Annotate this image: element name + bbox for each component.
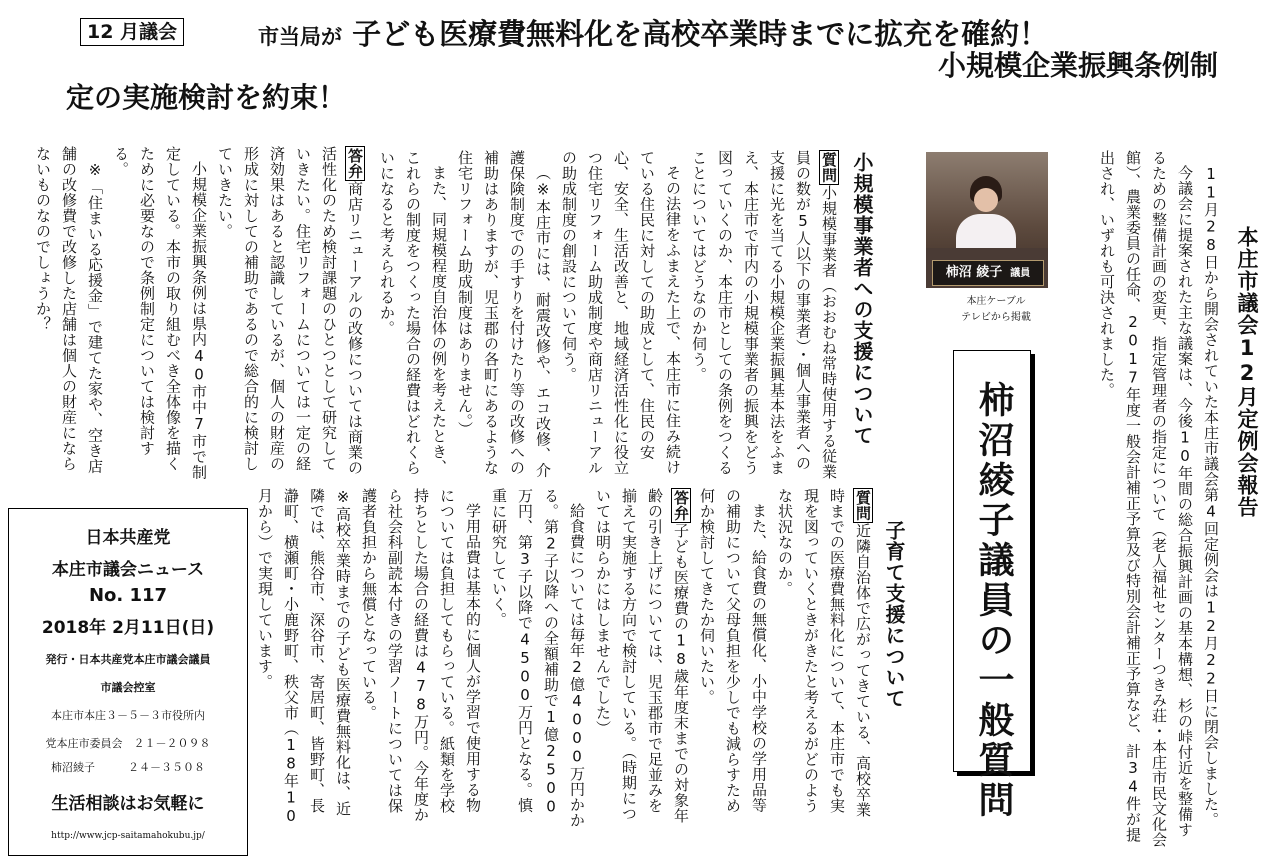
address: 本庄市本庄３－５－３市役所内 (51, 709, 205, 722)
report-title: 本庄市議会12月定例会報告 (1235, 226, 1259, 518)
answer-text: 商店リニューアルの改修については商業の活性化のため検討課題のひとつとして研究していきたい。住宅リフォームについては一定の経済効果はあると認識しているが、個人の財産の形成に対しての補助であるので総合的に検討していきたい。 (216, 146, 364, 476)
nameplate (932, 260, 1044, 286)
nameplate-name: 柿沼 綾子 (945, 265, 1003, 280)
question-text: 小規模事業者（おおむね常時使用する従業員の数が5人以下の事業者）・個人事業者への支援に光を当てる小規模企業振興基本法をふまえ、本庄市で市内の小規模事業者の振興をどう図っていくのか、本庄市としての条例をつくることについてはどうなのか伺う。 (690, 150, 838, 480)
question-text: 近隣自治体で広がってきている、高校卒業時までの医療費無料化について、本庄市でも実現を図っていくときがきたと考えるがどのような状況なのか。 (776, 488, 872, 818)
headline-text: 子ども医療費無料化を高校卒業時までに拡充を確約！ (352, 17, 1049, 51)
issue-date: 2018年 2月11日(日) (41, 618, 215, 638)
answer-paragraph: 学用品費は基本的に個人が学習で使用する物については負担してもらっている。紙類を学校持ちとした場合の経費は478万円。今年度から社会科副読本付きの学習ノートについては保護者負担から無償となっている。 (360, 488, 482, 823)
small-business-questions (360, 150, 842, 480)
note-paragraph: ※「住まいる応援金」で建てた家や、空き店舗の改修費で改修した店舗は個人の財産にならないものなのでしょうか？ (34, 146, 104, 474)
phone-councillor: 柿沼綾子 ２４－３５０８ (51, 761, 205, 774)
answer-text: 子ども医療費の18歳年度末までの対象年齢の引き上げについては、児玉郡市で足並みを揃えて実施する方向で検討している。（時期については明らかにはしませんでした） (594, 488, 690, 824)
newsletter-title: 本庄市議会ニュース (51, 560, 205, 580)
question-tag: 質問 (820, 152, 838, 183)
headline-prefix: 市当局が (258, 25, 342, 49)
answer-paragraph: 給食費については毎年2億4000万円かかる。第2子以降への全額補助で1億2500万円、第3子以降で4500万円となる。慎重に研究していく。 (490, 488, 586, 828)
question-tag: 質問 (854, 490, 872, 521)
note-paragraph: ※高校卒業時までの子ども医療費無料化は、近隣では、熊谷市、深谷市、寄居町、皆野町、長瀞町、横瀬町・小鹿野町、秩父市（18年10月から）で実現しています。 (256, 488, 352, 826)
councillor-photo (926, 152, 1048, 288)
publisher-office: 市議会控室 (100, 681, 156, 694)
general-question-title-box (953, 350, 1031, 821)
party-name: 日本共産党 (85, 528, 171, 548)
sub-headline-continued: 定の実施検討を約束！ (66, 81, 347, 114)
publisher: 発行・日本共産党本庄市議会議員 (45, 653, 211, 666)
answer-paragraph (212, 146, 368, 480)
consultation-notice: 生活相談はお気軽に (51, 794, 205, 814)
sub-headline: 小規模企業振興条例制 (937, 49, 1218, 82)
question-paragraph: （※本庄市には、耐震改修や、エコ改修、介護保険制度での手すりを付けたり等の改修への補助はありますが、児玉郡の各町にあるような住宅リフォーム助成制度はありません。） (456, 150, 552, 478)
answer-tag: 答弁 (672, 490, 690, 521)
general-question-title: 柿沼綾子議員の一般質問 (973, 381, 1014, 821)
report-body (1098, 150, 1224, 850)
newsletter-info-box (8, 508, 248, 856)
nameplate-role: 議員 (1010, 268, 1031, 279)
main-headline (258, 12, 1048, 53)
child-support-body (256, 488, 876, 828)
question-paragraph: また、給食費の無償化、小中学校の学用品等の補助について父母負担を少しでも減らすため何か検討してきたか伺いたい。 (698, 488, 768, 814)
report-paragraph: 今議会に提案された主な議案は、今後10年間の総合振興計画の基本構想、杉の峠付近を整備するための整備計画の変更、指定管理者の指定について（老人福祉センターつきみ荘・本庄市民文化会館）、農業委員の任命、2017年度一般会計補正予算及び特別会計補正予算など、計34件が提出され、いずれも可決されました。 (1098, 150, 1194, 848)
question-paragraph: また、同規模程度自治体の例を考えたとき、これらの制度をつくった場合の経費はどれくらいになると考えられるか。 (378, 150, 448, 476)
small-business-heading: 小規模事業者への支援について (850, 152, 874, 446)
answer-paragraph (590, 488, 694, 828)
month-tag: 12 月議会 (80, 18, 184, 46)
phone-party: 党本庄市委員会 ２１－２０９８ (45, 737, 211, 750)
child-support-heading: 子育て支援について (882, 520, 906, 709)
photo-caption: 本庄ケーブル テレビから掲載 (961, 296, 1031, 323)
answer-paragraph: 小規模企業振興条例は県内40市中7市で制定している。本市の取り組むべき全体像を描くために必要なので条例制定については検討する。 (112, 146, 208, 480)
answer-tag: 答弁 (346, 148, 364, 179)
question-paragraph (772, 488, 876, 828)
website-link[interactable]: http://www.jcp-saitamahokubu.jp/ (51, 831, 205, 841)
question-paragraph (686, 150, 842, 480)
small-business-answers (34, 146, 368, 480)
question-paragraph: その法律をふまえた上で、本庄市に住み続けている住民に対しての助成として、住民の安心、安全、生活改善と、地域経済活性化に役立つ住宅リフォーム助成制度や商店リニューアルの助成制度の創設について伺う。 (560, 150, 682, 476)
issue-number: No. 117 (88, 585, 168, 606)
report-paragraph: 11月28日から開会されていた本庄市議会第4回定例会は12月22日に閉会しました。 (1202, 165, 1220, 828)
